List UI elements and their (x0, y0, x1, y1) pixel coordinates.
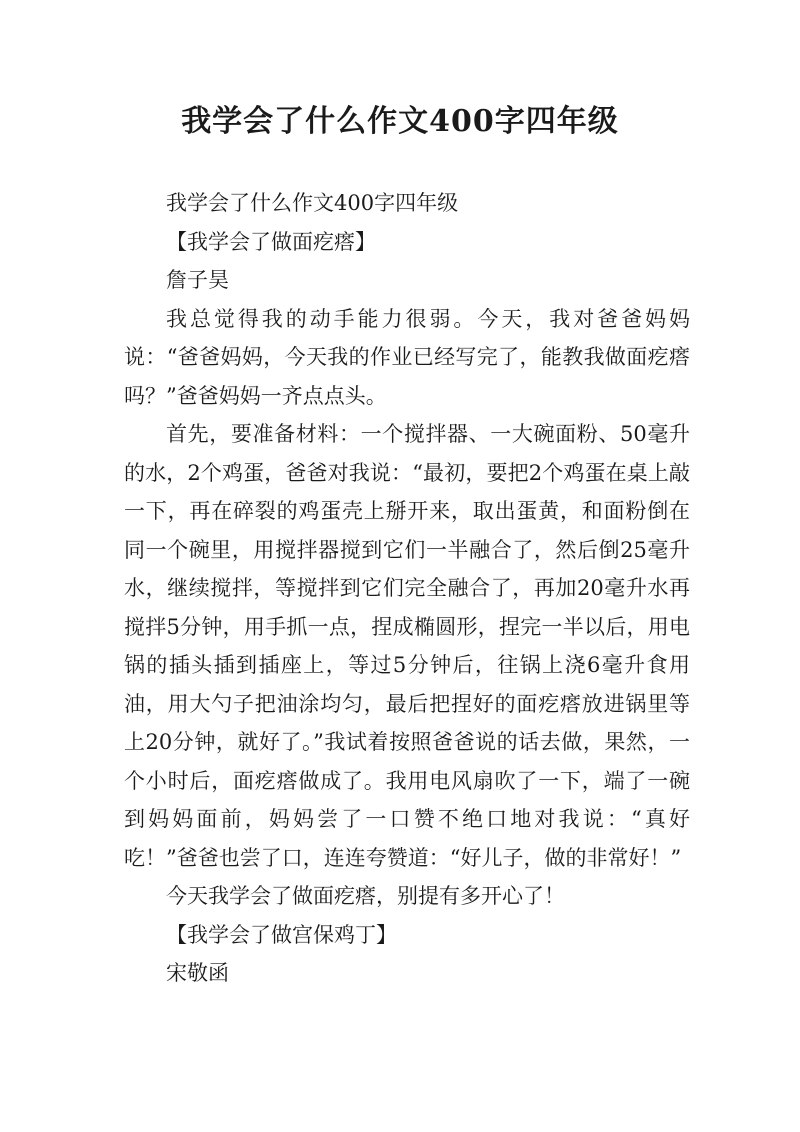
body-paragraph: 今天我学会了做面疙瘩，别提有多开心了！ (166, 884, 565, 908)
section-heading: 【我学会了做面疙瘩】 (166, 229, 376, 254)
body-paragraph: 我总觉得我的动手能力很弱。今天，我对爸爸妈妈说：“爸爸妈妈，今天我的作业已经写完了，能教我做面疙瘩吗？”爸爸妈妈一齐点点头。 (124, 306, 690, 408)
essay-title-line: 我学会了什么作文400字四年级 (166, 191, 459, 215)
author-name: 宋敬函 (166, 961, 229, 985)
section-heading: 【我学会了做宫保鸡丁】 (166, 922, 397, 947)
document-body (124, 184, 690, 993)
page-title: 我学会了什么作文400字四年级 (181, 104, 619, 139)
body-paragraph: 首先，要准备材料：一个搅拌器、一大碗面粉、50毫升的水，2个鸡蛋，爸爸对我说：“最初，要把2个鸡蛋在桌上敲一下，再在碎裂的鸡蛋壳上掰开来，取出蛋黄，和面粉倒在同一个碗里，用搅拌器搅到它们一半融合了，然后倒25毫升水，继续搅拌，等搅拌到它们完全融合了，再加20毫升水再搅拌5分钟，用手抓一点，捏成椭圆形，捏完一半以后，用电锅的插头插到插座上，等过5分钟后，往锅上浇6毫升食用油，用大勺子把油涂均匀，最后把捏好的面疙瘩放进锅里等上20分钟，就好了。”我试着按照爸爸说的话去做，果然，一个小时后，面疙瘩做成了。我用电风扇吹了一下，端了一碗到妈妈面前，妈妈尝了一口赞不绝口地对我说：“真好吃！”爸爸也尝了口，连连夸赞道：“好儿子，做的非常好！” (124, 422, 690, 870)
author-name: 詹子昊 (166, 268, 229, 292)
